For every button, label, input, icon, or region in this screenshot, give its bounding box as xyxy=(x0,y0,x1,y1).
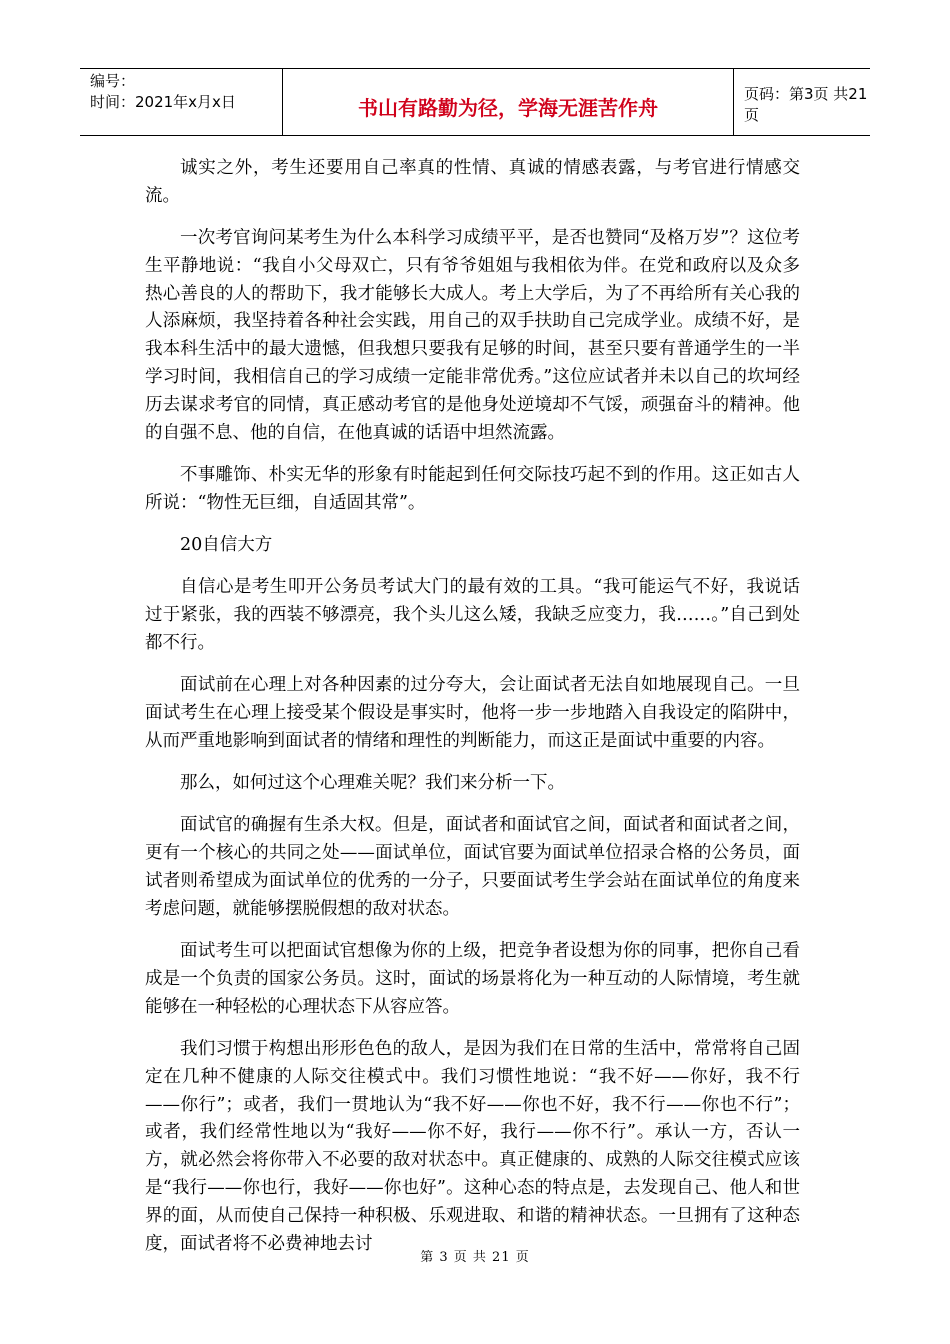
body-paragraph: 一次考官询问某考生为什么本科学习成绩平平，是否也赞同“及格万岁”？这位考生平静地说：“我自小父母双亡，只有爷爷姐姐与我相依为伴。在党和政府以及众多热心善良的人的帮助下，我才能够长大成人。考上大学后，为了不再给所有关心我的人添麻烦，我坚持着各种社会实践，用自己的双手扶助自己完成学业。成绩不好，是我本科生活中的最大遗憾，但我想只要我有足够的时间，甚至只要有普通学生的一半学习时间，我相信自己的学习成绩一定能非常优秀。”这位应试者并未以自己的坎坷经历去谋求考官的同情，真正感动考官的是他身处逆境却不气馁，顽强奋斗的精神。他的自强不息、他的自信，在他真诚的话语中坦然流露。 xyxy=(145,228,800,443)
page-header xyxy=(80,68,870,136)
body-paragraph: 诚实之外，考生还要用自己率真的性情、真诚的情感表露，与考官进行情感交流。 xyxy=(145,158,800,206)
body-paragraph: 面试前在心理上对各种因素的过分夸大，会让面试者无法自如地展现自己。一旦面试考生在心理上接受某个假设是事实时，他将一步一步地踏入自我设定的陷阱中，从而严重地影响到面试者的情绪和理性的判断能力，而这正是面试中重要的内容。 xyxy=(145,675,800,751)
document-date-label: 时间：2021年x月x日 xyxy=(90,93,236,111)
section-heading: 20自信大方 xyxy=(180,535,273,556)
body-paragraph: 我们习惯于构想出形形色色的敌人，是因为我们在日常的生活中，常常将自己固定在几种不健康的人际交往模式中。我们习惯性地说：“我不好——你好，我不行——你行”；或者，我们一贯地认为“我不好——你也不好，我不行——你也不行”；或者，我们经常性地以为“我好——你不好，我行——你不行”。承认一方，否认一方，就必然会将你带入不必要的敌对状态中。真正健康的、成熟的人际交往模式应该是“我行——你也行，我好——你也好”。这种心态的特点是，去发现自己、他人和世界的面，从而使自己保持一种积极、乐观进取、和谐的精神状态。一旦拥有了这种态度，面试者将不必费神地去讨 xyxy=(145,1039,800,1254)
body-paragraph: 那么，如何过这个心理难关呢？我们来分析一下。 xyxy=(180,773,565,794)
document-body xyxy=(145,155,800,1273)
body-paragraph: 面试考生可以把面试官想像为你的上级，把竞争者设想为你的同事，把你自己看成是一个负责的国家公务员。这时，面试的场景将化为一种互动的人际情境，考生就能够在一种轻松的心理状态下从容应答。 xyxy=(145,941,800,1017)
body-paragraph: 面试官的确握有生杀大权。但是，面试者和面试官之间，面试者和面试者之间，更有一个核心的共同之处——面试单位，面试官要为面试单位招录合格的公务员，面试者则希望成为面试单位的优秀的一分子，只要面试考生学会站在面试单位的角度来考虑问题，就能够摆脱假想的敌对状态。 xyxy=(145,815,800,919)
body-paragraph: 自信心是考生叩开公务员考试大门的最有效的工具。“我可能运气不好，我说话过于紧张，我的西装不够漂亮，我个头儿这么矮，我缺乏应变力，我……。”自己到处都不行。 xyxy=(145,577,800,653)
header-page-cell xyxy=(734,69,870,135)
body-paragraph: 不事雕饰、朴实无华的形象有时能起到任何交际技巧起不到的作用。这正如古人所说：“物性无巨细，自适固其常”。 xyxy=(145,464,800,513)
header-page-number: 页码：第3页 共21页 xyxy=(744,85,868,124)
page-footer: 第 3 页 共 21 页 xyxy=(420,1250,530,1265)
header-motto-cell xyxy=(282,69,734,135)
header-motto: 书山有路勤为径，学海无涯苦作舟 xyxy=(358,95,658,120)
header-meta-cell xyxy=(80,69,282,135)
document-number-label: 编号： xyxy=(90,72,136,90)
